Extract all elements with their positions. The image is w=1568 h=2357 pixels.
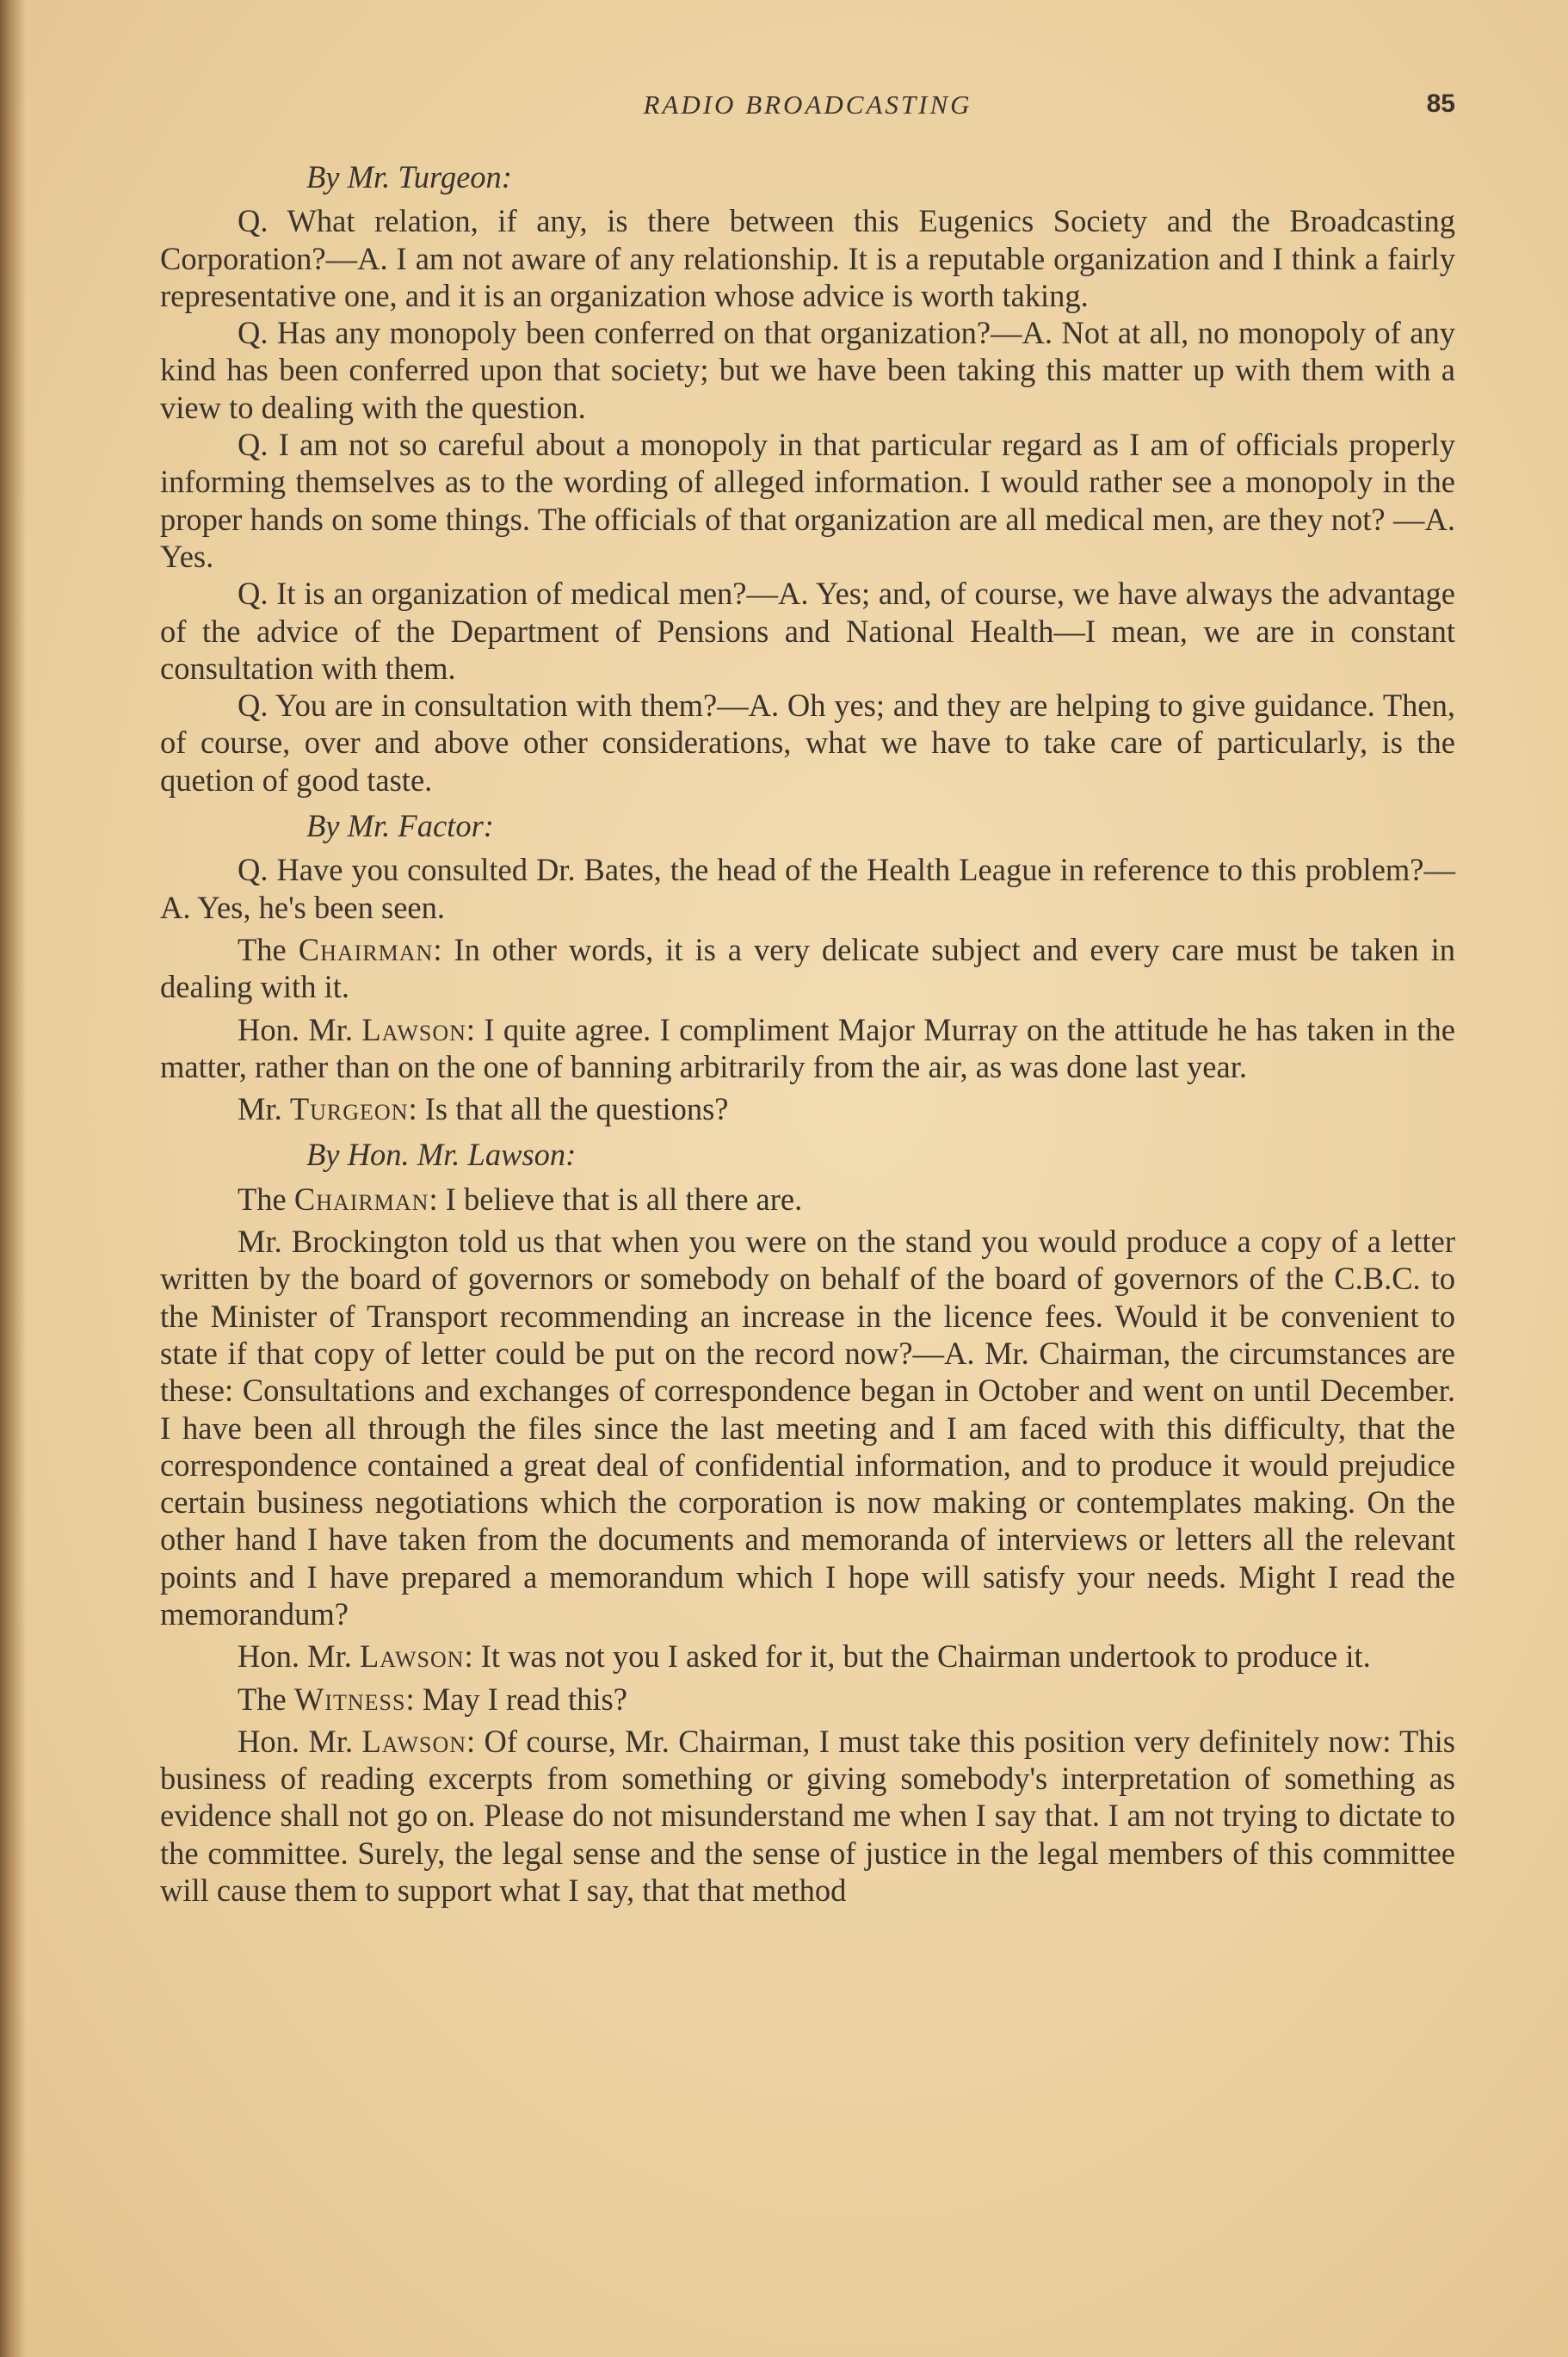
- page-number: 85: [1426, 89, 1455, 118]
- speech-text: : Is that all the questions?: [408, 1091, 729, 1127]
- speaker-prefix: The: [238, 931, 299, 967]
- speech-text: : I quite agree. I compliment Major Murray on the attitude he has taken in the matter, rather than on the one of banning arbitrarily from the air, as was done last year.: [160, 1011, 1455, 1084]
- speech-text: : In other words, it is a very delicate subject and every care must be taken in dealing with it.: [160, 931, 1456, 1005]
- paragraph-chairman-all-there: [160, 1181, 1455, 1218]
- paragraph-lawson-asked: [160, 1638, 1455, 1675]
- speaker-name: Witness: [293, 1681, 406, 1717]
- document-page: [160, 0, 1455, 2357]
- paragraph-question-dr-bates: Q. Have you consulted Dr. Bates, the head of the Health League in reference to this problem?—A. Yes, he's been seen.: [160, 852, 1455, 925]
- paragraph-question-consultation: Q. You are in consultation with them?—A. Oh yes; and they are helping to give guidance. Then, of course, over and above other considerations, what we have to take care of particularly, is the quetion of good taste.: [160, 688, 1455, 798]
- paragraph-witness-read: [160, 1681, 1455, 1718]
- paragraph-question-officials: Q. I am not so careful about a monopoly in that particular regard as I am of officials properly informing themselves as to the wording of alleged information. I would rather see a monopoly in the proper hands on some things. The officials of that organization are all medical men, are they not? —A. Yes.: [160, 427, 1455, 574]
- paragraph-question-monopoly: Q. Has any monopoly been conferred on that organization?—A. Not at all, no monopoly of any kind has been conferred upon that society; but we have been taking this matter up with them with a view to dealing with the question.: [160, 315, 1455, 425]
- speaker-name: Lawson: [361, 1011, 466, 1047]
- speaker-name: Lawson: [361, 1723, 467, 1759]
- speaker-prefix: The: [238, 1181, 294, 1217]
- speaker-prefix: Hon. Mr.: [238, 1011, 362, 1047]
- binding-shadow: [0, 0, 26, 2357]
- section-heading-turgeon: By Mr. Turgeon:: [306, 159, 512, 194]
- speaker-prefix: The: [238, 1681, 294, 1717]
- paragraph-lawson-position: [160, 1723, 1455, 1909]
- paragraph-chairman-delicate: [160, 931, 1455, 1006]
- speech-text: : It was not you I asked for it, but the Chairman undertook to produce it.: [464, 1638, 1371, 1675]
- paragraph-turgeon-questions: [160, 1090, 1455, 1127]
- speaker-name: Chairman: [298, 931, 434, 967]
- speech-text: : May I read this?: [405, 1681, 627, 1717]
- paragraph-lawson-agree: [160, 1011, 1455, 1086]
- section-heading-factor: By Mr. Factor:: [306, 808, 494, 844]
- paragraph-question-relation: Q. What relation, if any, is there between this Eugenics Society and the Broadcasting Corporation?—A. I am not aware of any relationship. It is a reputable organization and I think a fairly representative one, and it is an organization whose advice is worth taking.: [160, 203, 1455, 313]
- running-title: RADIO BROADCASTING: [643, 89, 972, 120]
- body-text: [160, 158, 1455, 1909]
- section-heading-lawson: By Hon. Mr. Lawson:: [306, 1137, 577, 1173]
- paragraph-brockington-letter: Mr. Brockington told us that when you were on the stand you would produce a copy of a letter written by the board of governors or somebody on behalf of the board of governors of the C.B.C. to the Minister of Transport recommending an increase in the licence fees. Would it be convenient to state if that copy of letter could be put on the record now?—A. Mr. Chairman, the circumstances are these: Consultations and exchanges of correspondence began in October and went on until December. I have been all through the files since the last meeting and I am faced with this difficulty, that the correspondence contained a great deal of confidential information, and to produce it would prejudice certain business negotiations which the corporation is now making or contemplates making. On the other hand I have taken from the documents and memoranda of interviews or letters all the relevant points and I have prepared a memorandum which I hope will satisfy your needs. Might I read the memorandum?: [160, 1224, 1455, 1632]
- speaker-prefix: Hon. Mr.: [238, 1638, 360, 1675]
- speaker-name: Lawson: [359, 1638, 465, 1675]
- paragraph-question-medical-men: Q. It is an organization of medical men?—A. Yes; and, of course, we have always the advantage of the advice of the Department of Pensions and National Health—I mean, we are in constant consultation with them.: [160, 576, 1455, 686]
- speech-text: : Of course, Mr. Chairman, I must take this position very definitely now: This business of reading excerpts from something or giving somebody's interpretation of something as evidence shall not go on. Please do not misunderstand me when I say that. I am not trying to dictate to the committee. Surely, the legal sense and the sense of justice in the legal members of this committee will cause them to support what I say, that that method: [160, 1723, 1455, 1909]
- speaker-prefix: Hon. Mr.: [238, 1723, 362, 1759]
- speech-text: : I believe that is all there are.: [429, 1181, 803, 1217]
- speaker-prefix: Mr.: [238, 1091, 290, 1127]
- speaker-name: Chairman: [293, 1181, 429, 1217]
- running-head: [160, 89, 1455, 127]
- speaker-name: Turgeon: [289, 1091, 409, 1127]
